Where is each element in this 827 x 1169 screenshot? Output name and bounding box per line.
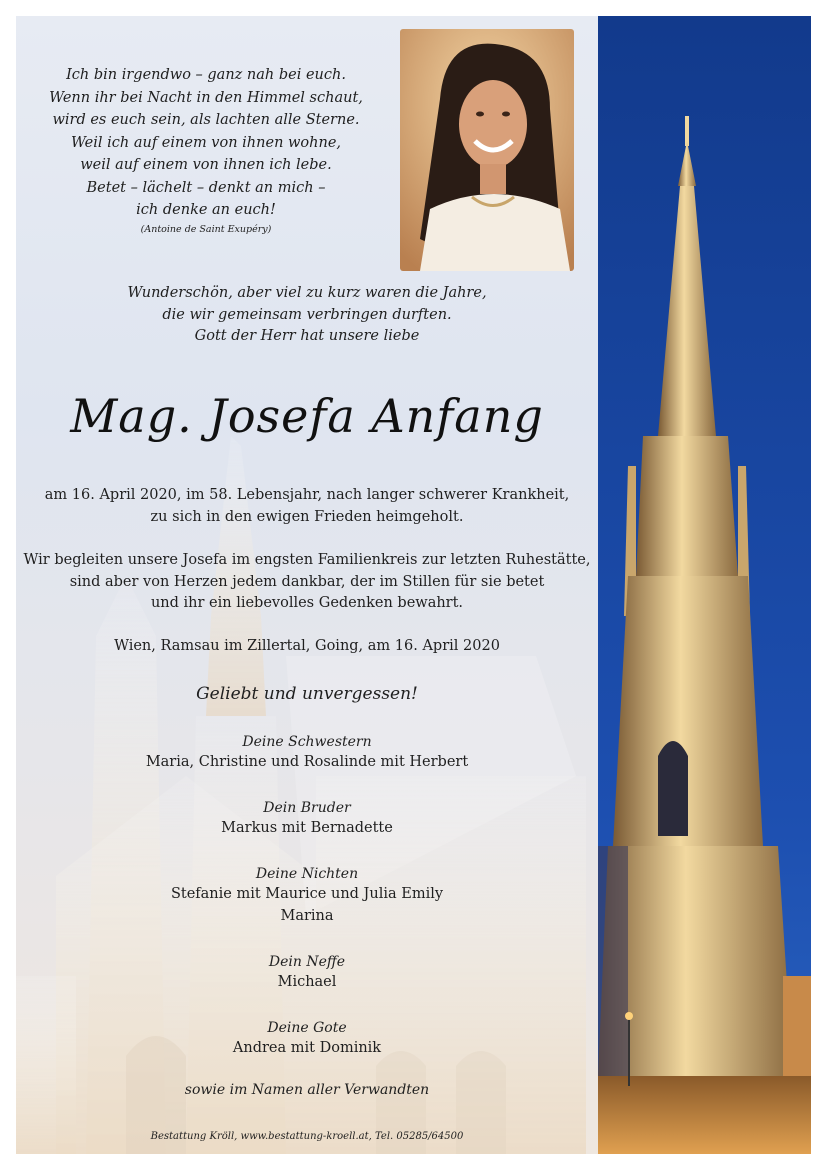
- burial-notice-line: sind aber von Herzen jedem dankbar, der im Stillen für sie betet: [69, 573, 545, 590]
- mourner-group: [16, 864, 598, 927]
- mourner-relation: Deine Nichten: [255, 866, 359, 882]
- cathedral-image: [598, 16, 811, 1154]
- poem-line: ich denke an euch!: [136, 202, 276, 218]
- death-notice: [16, 485, 598, 528]
- deceased-name: Mag. Josefa Anfang: [70, 389, 544, 443]
- cathedral-photo: [598, 16, 811, 1154]
- portrait-image: [400, 29, 574, 271]
- poem-line: Weil ich auf einem von ihnen wohne,: [70, 134, 342, 151]
- poem-line: weil auf einem von ihnen ich lebe.: [80, 157, 332, 173]
- parte-page: [16, 16, 811, 1154]
- mourner-group: [16, 952, 598, 994]
- mourner-names: Andrea mit Dominik: [232, 1040, 382, 1056]
- mourner-relation: Deine Gote: [267, 1020, 347, 1036]
- mourner-relation: Dein Neffe: [268, 954, 346, 970]
- mourner-group: [16, 798, 598, 840]
- mourner-group: [16, 1018, 598, 1060]
- mourner-names: Markus mit Bernadette: [221, 820, 393, 836]
- intro-line: Gott der Herr hat unsere liebe: [194, 328, 420, 344]
- loved-line: Geliebt und unvergessen!: [196, 684, 418, 704]
- funeral-home-footer: Bestattung Kröll, www.bestattung-kroell.at, Tel. 05285/64500: [150, 1131, 464, 1142]
- death-notice-line: zu sich in den ewigen Frieden heimgeholt.: [150, 508, 464, 525]
- death-notice-line: am 16. April 2020, im 58. Lebensjahr, nach langer schwerer Krankheit,: [44, 487, 570, 503]
- burial-notice: [16, 550, 598, 615]
- poem-line: Betet – lächelt – denkt an mich –: [86, 179, 326, 196]
- mourner-names: Stefanie mit Maurice und Julia Emily: [170, 886, 444, 902]
- place-and-date: Wien, Ramsau im Zillertal, Going, am 16. April 2020: [114, 638, 500, 654]
- burial-notice-line: Wir begleiten unsere Josefa im engsten Familienkreis zur letzten Ruhestätte,: [23, 552, 591, 568]
- mourner-group: [16, 732, 598, 774]
- poem-attribution: (Antoine de Saint Exupéry): [140, 223, 272, 235]
- poem-line: Wenn ihr bei Nacht in den Himmel schaut,: [49, 89, 363, 106]
- intro-text: [16, 283, 598, 348]
- mourner-relation: Dein Bruder: [263, 800, 351, 816]
- poem-line: wird es euch sein, als lachten alle Sterne.: [52, 112, 360, 128]
- mourner-names: Michael: [277, 974, 337, 990]
- poem-line: Ich bin irgendwo – ganz nah bei euch.: [66, 67, 346, 83]
- mourner-names: Maria, Christine und Rosalinde mit Herbert: [145, 754, 469, 770]
- portrait-photo: [400, 29, 574, 271]
- closing-line: sowie im Namen aller Verwandten: [184, 1082, 430, 1098]
- mourner-names: Marina: [280, 907, 334, 924]
- text-panel: [16, 16, 598, 1154]
- poem: [16, 64, 396, 238]
- intro-line: Wunderschön, aber viel zu kurz waren die Jahre,: [127, 285, 487, 301]
- burial-notice-line: und ihr ein liebevolles Gedenken bewahrt.: [150, 595, 464, 611]
- intro-line: die wir gemeinsam verbringen durften.: [162, 306, 452, 323]
- mourner-relation: Deine Schwestern: [242, 734, 372, 750]
